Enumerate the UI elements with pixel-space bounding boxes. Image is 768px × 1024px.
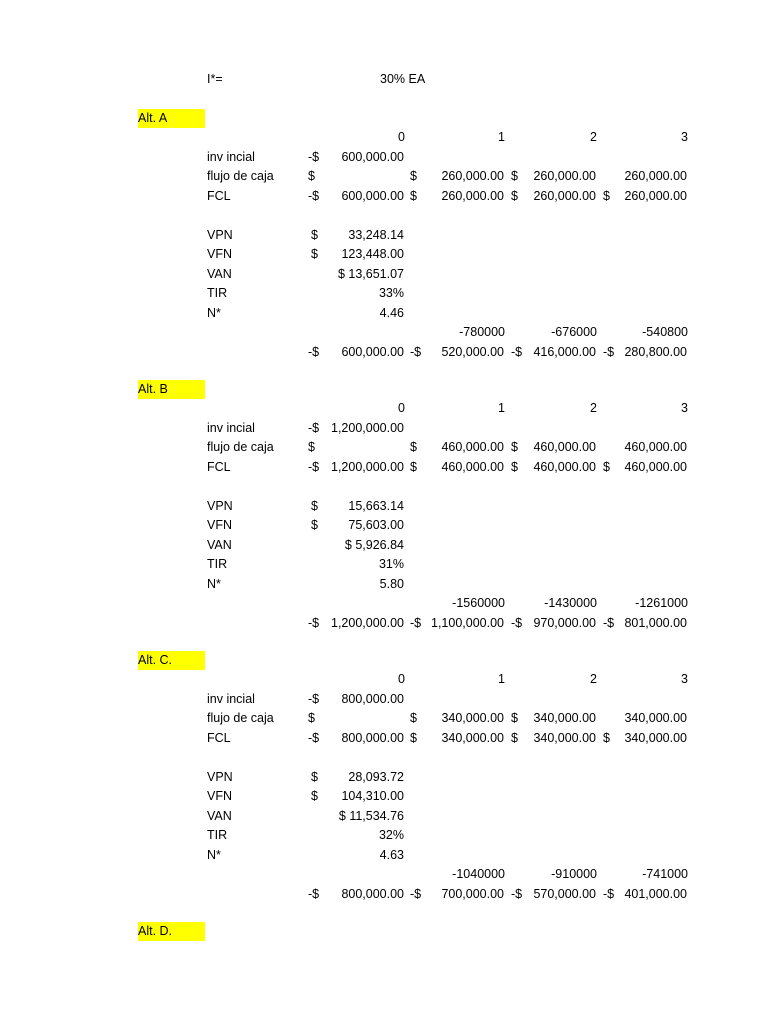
raw-value: -780000: [459, 325, 505, 339]
n-value: 4.63: [379, 847, 404, 862]
currency-sign: $: [410, 188, 417, 203]
accumulated-value: 570,000.00: [533, 886, 596, 901]
accumulated-value: 280,800.00: [624, 344, 687, 359]
row-label-inv: inv incial: [207, 420, 255, 435]
flujo-value: 460,000.00: [624, 440, 687, 454]
period-header: 0: [398, 672, 405, 686]
accumulated-value: 800,000.00: [341, 886, 404, 901]
currency-sign: -$: [308, 420, 320, 435]
currency-sign: $: [308, 440, 315, 454]
tir-value: 33%: [378, 286, 404, 300]
alt-title: Alt. D.: [138, 924, 173, 938]
period-header: 0: [398, 130, 405, 144]
row-label-fcl: FCL: [207, 188, 231, 203]
alt-title: Alt. A: [138, 111, 168, 125]
flujo-value: 260,000.00: [533, 169, 596, 183]
row-label-inv: inv incial: [207, 149, 255, 164]
row-label-n: N*: [207, 576, 221, 591]
period-header: 1: [498, 130, 505, 144]
fcl-value: 340,000.00: [624, 730, 687, 745]
currency-sign: $: [410, 440, 417, 454]
currency-sign: -$: [511, 344, 523, 359]
accumulated-value: 700,000.00: [441, 886, 504, 901]
currency-sign: $: [511, 730, 518, 745]
currency-sign: -$: [603, 886, 615, 901]
tir-value: 32%: [378, 828, 404, 842]
row-label-vfn: VFN: [207, 247, 232, 261]
currency-sign: -$: [511, 615, 523, 630]
raw-value: -910000: [551, 867, 597, 881]
vpn-value: 15,663.14: [348, 498, 404, 513]
row-label-fcl: FCL: [207, 730, 231, 745]
accumulated-value: 401,000.00: [624, 886, 687, 901]
vpn-value: 33,248.14: [348, 227, 404, 242]
vfn-value: 123,448.00: [341, 247, 404, 261]
alt-title-highlight: [138, 651, 205, 670]
fcl-value: 600,000.00: [341, 188, 404, 203]
currency-sign: $: [603, 459, 610, 474]
rate-value: 30% EA: [380, 72, 426, 86]
fcl-value: 1,200,000.00: [331, 459, 404, 474]
alt-title: Alt. C.: [138, 653, 173, 667]
fcl-value: 340,000.00: [441, 730, 504, 745]
fcl-value: 460,000.00: [624, 459, 687, 474]
currency-sign: -$: [308, 344, 320, 359]
flujo-value: 340,000.00: [441, 711, 504, 725]
accumulated-value: 520,000.00: [441, 344, 504, 359]
fcl-value: 460,000.00: [533, 459, 596, 474]
currency-sign: $: [311, 247, 318, 261]
currency-sign: -$: [410, 615, 422, 630]
currency-sign: $: [511, 459, 518, 474]
inv-value: 800,000.00: [341, 691, 404, 706]
currency-sign: -$: [308, 886, 320, 901]
raw-value: -1261000: [635, 596, 688, 610]
n-value: 5.80: [379, 576, 404, 591]
row-label-flujo: flujo de caja: [207, 169, 274, 183]
fcl-value: 260,000.00: [533, 188, 596, 203]
currency-sign: -$: [308, 615, 320, 630]
period-header: 3: [681, 130, 688, 144]
fcl-value: 260,000.00: [624, 188, 687, 203]
row-label-van: VAN: [207, 808, 232, 823]
row-label-inv: inv incial: [207, 691, 255, 706]
period-header: 2: [590, 672, 597, 686]
currency-sign: $: [511, 711, 518, 725]
currency-sign: $: [308, 711, 315, 725]
row-label-vpn: VPN: [207, 769, 233, 784]
currency-sign: -$: [308, 459, 320, 474]
accumulated-value: 1,100,000.00: [431, 615, 504, 630]
n-value: 4.46: [379, 305, 404, 320]
currency-sign: -$: [410, 344, 422, 359]
accumulated-value: 600,000.00: [341, 344, 404, 359]
alt-title-highlight: [138, 380, 205, 399]
fcl-value: 800,000.00: [341, 730, 404, 745]
currency-sign: -$: [308, 149, 320, 164]
currency-sign: -$: [603, 344, 615, 359]
currency-sign: $: [410, 169, 417, 183]
van-value: $ 5,926.84: [344, 537, 404, 552]
row-label-fcl: FCL: [207, 459, 231, 474]
raw-value: -540800: [642, 325, 688, 339]
row-label-flujo: flujo de caja: [207, 711, 274, 725]
vfn-value: 75,603.00: [348, 518, 404, 532]
period-header: 2: [590, 130, 597, 144]
fcl-value: 460,000.00: [441, 459, 504, 474]
currency-sign: $: [603, 730, 610, 745]
flujo-value: 340,000.00: [624, 711, 687, 725]
alt-title-highlight: [138, 109, 205, 128]
currency-sign: $: [511, 188, 518, 203]
tir-value: 31%: [378, 557, 404, 571]
period-header: 3: [681, 401, 688, 415]
row-label-flujo: flujo de caja: [207, 440, 274, 454]
currency-sign: $: [603, 188, 610, 203]
row-label-vfn: VFN: [207, 518, 232, 532]
currency-sign: $: [511, 440, 518, 454]
row-label-n: N*: [207, 847, 221, 862]
raw-value: -1560000: [452, 596, 505, 610]
period-header: 0: [398, 401, 405, 415]
flujo-value: 260,000.00: [624, 169, 687, 183]
flujo-value: 460,000.00: [441, 440, 504, 454]
currency-sign: $: [311, 518, 318, 532]
currency-sign: $: [410, 459, 417, 474]
alt-title: Alt. B: [138, 382, 168, 396]
fcl-value: 260,000.00: [441, 188, 504, 203]
accumulated-value: 1,200,000.00: [331, 615, 404, 630]
row-label-tir: TIR: [207, 286, 228, 300]
vpn-value: 28,093.72: [348, 769, 404, 784]
flujo-value: 340,000.00: [533, 711, 596, 725]
currency-sign: $: [511, 169, 518, 183]
row-label-van: VAN: [207, 266, 232, 281]
raw-value: -1430000: [544, 596, 597, 610]
inv-value: 1,200,000.00: [331, 420, 404, 435]
period-header: 3: [681, 672, 688, 686]
currency-sign: -$: [410, 886, 422, 901]
raw-value: -676000: [551, 325, 597, 339]
van-value: $ 13,651.07: [337, 266, 404, 281]
currency-sign: $: [311, 769, 318, 784]
currency-sign: -$: [308, 691, 320, 706]
row-label-n: N*: [207, 305, 221, 320]
alt-title-highlight: [138, 922, 205, 941]
flujo-value: 460,000.00: [533, 440, 596, 454]
rate-label: I*=: [207, 72, 223, 86]
flujo-value: 260,000.00: [441, 169, 504, 183]
currency-sign: $: [410, 711, 417, 725]
row-label-vpn: VPN: [207, 227, 233, 242]
row-label-vfn: VFN: [207, 789, 232, 803]
inv-value: 600,000.00: [341, 149, 404, 164]
van-value: $ 11,534.76: [338, 808, 404, 823]
period-header: 1: [498, 672, 505, 686]
currency-sign: $: [410, 730, 417, 745]
accumulated-value: 416,000.00: [533, 344, 596, 359]
row-label-van: VAN: [207, 537, 232, 552]
accumulated-value: 801,000.00: [624, 615, 687, 630]
raw-value: -1040000: [452, 867, 505, 881]
fcl-value: 340,000.00: [533, 730, 596, 745]
currency-sign: $: [311, 789, 318, 803]
raw-value: -741000: [642, 867, 688, 881]
row-label-vpn: VPN: [207, 498, 233, 513]
currency-sign: $: [308, 169, 315, 183]
currency-sign: -$: [308, 188, 320, 203]
accumulated-value: 970,000.00: [533, 615, 596, 630]
row-label-tir: TIR: [207, 828, 228, 842]
currency-sign: -$: [511, 886, 523, 901]
currency-sign: $: [311, 227, 318, 242]
currency-sign: -$: [308, 730, 320, 745]
currency-sign: -$: [603, 615, 615, 630]
row-label-tir: TIR: [207, 557, 228, 571]
currency-sign: $: [311, 498, 318, 513]
period-header: 1: [498, 401, 505, 415]
vfn-value: 104,310.00: [341, 789, 404, 803]
period-header: 2: [590, 401, 597, 415]
